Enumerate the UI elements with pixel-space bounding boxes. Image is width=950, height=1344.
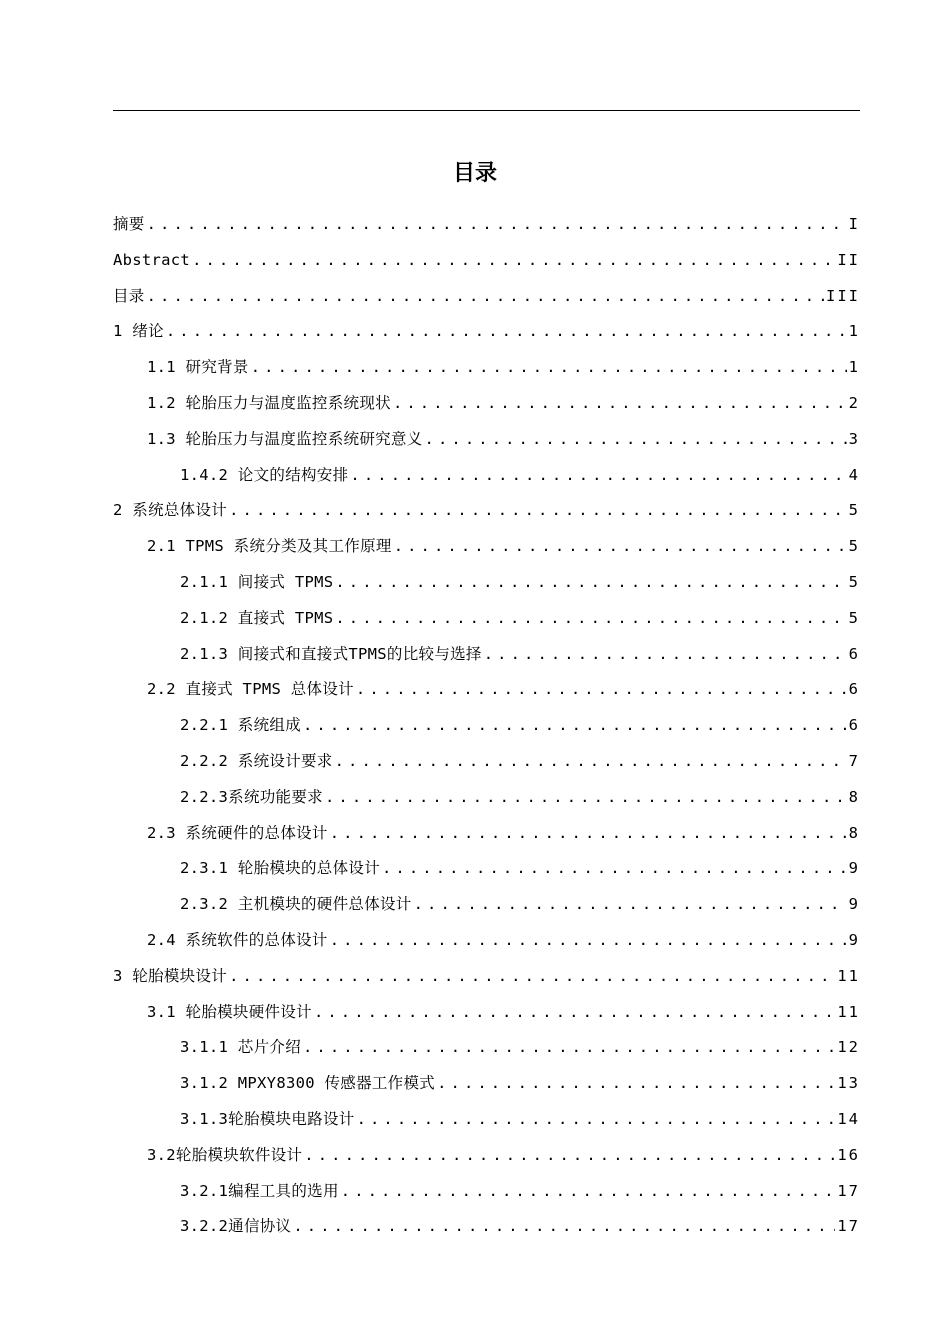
toc-entry-label: 3.2.2通信协议 xyxy=(180,1217,292,1236)
toc-entry-page: 4 xyxy=(848,465,860,484)
toc-entry[interactable] xyxy=(113,851,860,887)
toc-dot-leader xyxy=(350,458,846,494)
toc-entry-label: 1.4.2 论文的结构安排 xyxy=(180,465,349,484)
toc-entry-label: 2.3.2 主机模块的硬件总体设计 xyxy=(180,895,412,914)
toc-dot-leader xyxy=(293,1209,835,1245)
toc-entry-page: 12 xyxy=(837,1038,860,1057)
toc-dot-leader xyxy=(251,350,847,386)
toc-entry-label: 2.1 TPMS 系统分类及其工作原理 xyxy=(147,537,392,556)
toc-dot-leader xyxy=(330,816,847,852)
toc-entry-page: 1 xyxy=(848,322,860,341)
toc-entry-page: 8 xyxy=(848,823,860,842)
toc-dot-leader xyxy=(304,1138,835,1174)
toc-entry-page: 6 xyxy=(848,644,860,663)
toc-entry-page: 14 xyxy=(837,1109,860,1128)
toc-entry-label: 1.1 研究背景 xyxy=(147,358,249,377)
toc-entry-page: 17 xyxy=(837,1217,860,1236)
toc-entry-page: 7 xyxy=(848,751,860,770)
toc-dot-leader xyxy=(192,243,835,279)
toc-entry-label: Abstract xyxy=(113,250,191,269)
toc-entry-page: 13 xyxy=(837,1074,860,1093)
toc-entry[interactable] xyxy=(113,1030,860,1066)
toc-entry-label: 2.2 直接式 TPMS 总体设计 xyxy=(147,680,354,699)
toc-entry-label: 2.2.3系统功能要求 xyxy=(180,787,323,806)
toc-entry-page: III xyxy=(826,286,860,305)
toc-dot-leader xyxy=(303,1030,835,1066)
toc-entry[interactable] xyxy=(113,637,860,673)
toc-entry[interactable] xyxy=(113,923,860,959)
toc-dot-leader xyxy=(357,1102,836,1138)
toc-entry[interactable] xyxy=(113,493,860,529)
toc-entry[interactable] xyxy=(113,601,860,637)
toc-list xyxy=(113,207,860,1245)
toc-entry-label: 摘要 xyxy=(113,215,145,233)
toc-entry-label: 1.3 轮胎压力与温度监控系统研究意义 xyxy=(147,429,423,448)
toc-entry-label: 2.2.1 系统组成 xyxy=(180,716,301,735)
toc-entry-page: I xyxy=(848,215,860,233)
toc-entry-label: 2.1.2 直接式 TPMS xyxy=(180,608,334,627)
toc-dot-leader xyxy=(414,887,847,923)
toc-dot-leader xyxy=(147,207,847,243)
toc-entry[interactable] xyxy=(113,422,860,458)
toc-dot-leader xyxy=(425,422,847,458)
toc-dot-leader xyxy=(325,780,847,816)
toc-dot-leader xyxy=(437,1066,835,1102)
toc-entry-page: 6 xyxy=(848,680,860,699)
toc-entry-page: 5 xyxy=(848,572,860,591)
toc-entry-label: 2.1.3 间接式和直接式TPMS的比较与选择 xyxy=(180,644,482,663)
toc-entry-label: 2.2.2 系统设计要求 xyxy=(180,751,333,770)
toc-entry[interactable] xyxy=(113,243,860,279)
toc-dot-leader xyxy=(393,386,847,422)
toc-dot-leader xyxy=(394,529,847,565)
page-title: 目录 xyxy=(452,161,497,186)
toc-dot-leader xyxy=(229,493,847,529)
toc-entry-page: 5 xyxy=(848,537,860,556)
toc-entry-label: 2.3 系统硬件的总体设计 xyxy=(147,823,328,842)
toc-entry[interactable] xyxy=(113,672,860,708)
toc-entry[interactable] xyxy=(113,350,860,386)
toc-dot-leader xyxy=(147,279,824,315)
toc-entry-page: 5 xyxy=(848,501,860,520)
toc-entry[interactable] xyxy=(113,816,860,852)
toc-entry-page: II xyxy=(837,250,860,269)
toc-entry[interactable] xyxy=(113,887,860,923)
toc-entry[interactable] xyxy=(113,1066,860,1102)
toc-dot-leader xyxy=(382,851,847,887)
toc-entry-label: 1 绪论 xyxy=(113,322,164,341)
toc-entry[interactable] xyxy=(113,708,860,744)
toc-entry[interactable] xyxy=(113,529,860,565)
toc-entry-label: 3.1 轮胎模块硬件设计 xyxy=(147,1002,312,1021)
toc-dot-leader xyxy=(229,959,835,995)
toc-entry[interactable] xyxy=(113,995,860,1031)
toc-entry[interactable] xyxy=(113,1209,860,1245)
toc-entry-page: 8 xyxy=(848,787,860,806)
toc-entry[interactable] xyxy=(113,744,860,780)
toc-dot-leader xyxy=(166,314,847,350)
toc-entry[interactable] xyxy=(113,386,860,422)
toc-dot-leader xyxy=(356,672,847,708)
toc-entry-label: 3.2轮胎模块软件设计 xyxy=(147,1145,303,1164)
toc-entry-page: 11 xyxy=(837,1002,860,1021)
toc-dot-leader xyxy=(303,708,847,744)
toc-entry-label: 2.3.1 轮胎模块的总体设计 xyxy=(180,859,380,878)
toc-entry-page: 5 xyxy=(848,608,860,627)
toc-entry-page: 9 xyxy=(848,930,860,949)
toc-entry-page: 17 xyxy=(837,1181,860,1200)
toc-entry-page: 3 xyxy=(848,429,860,448)
toc-dot-leader xyxy=(484,637,847,673)
toc-dot-leader xyxy=(335,565,846,601)
toc-entry[interactable] xyxy=(113,279,860,315)
toc-entry-label: 2 系统总体设计 xyxy=(113,501,228,520)
toc-entry-page: 16 xyxy=(837,1145,860,1164)
toc-entry-label: 3.1.3轮胎模块电路设计 xyxy=(180,1109,355,1128)
toc-dot-leader xyxy=(335,744,847,780)
toc-dot-leader xyxy=(314,995,835,1031)
toc-entry-label: 3 轮胎模块设计 xyxy=(113,966,228,985)
toc-entry[interactable] xyxy=(113,780,860,816)
toc-dot-leader xyxy=(341,1174,836,1210)
toc-entry[interactable] xyxy=(113,314,860,350)
toc-entry-label: 1.2 轮胎压力与温度监控系统现状 xyxy=(147,393,391,412)
toc-entry[interactable] xyxy=(113,207,860,243)
toc-entry-page: 6 xyxy=(848,716,860,735)
toc-entry[interactable] xyxy=(113,1174,860,1210)
toc-entry-page: 2 xyxy=(848,393,860,412)
toc-entry[interactable] xyxy=(113,1138,860,1174)
toc-entry[interactable] xyxy=(113,959,860,995)
toc-entry[interactable] xyxy=(113,458,860,494)
toc-dot-leader xyxy=(335,601,846,637)
toc-entry-label: 3.1.2 MPXY8300 传感器工作模式 xyxy=(180,1074,436,1093)
toc-entry-page: 11 xyxy=(837,966,860,985)
toc-entry-label: 目录 xyxy=(113,286,145,305)
toc-entry[interactable] xyxy=(113,1102,860,1138)
header-rule xyxy=(113,110,860,111)
toc-entry-page: 1 xyxy=(848,358,860,377)
toc-entry-page: 9 xyxy=(848,859,860,878)
toc-entry-label: 3.2.1编程工具的选用 xyxy=(180,1181,339,1200)
toc-entry-label: 3.1.1 芯片介绍 xyxy=(180,1038,301,1057)
toc-entry-page: 9 xyxy=(848,895,860,914)
toc-entry-label: 2.1.1 间接式 TPMS xyxy=(180,572,334,591)
toc-entry[interactable] xyxy=(113,565,860,601)
toc-entry-label: 2.4 系统软件的总体设计 xyxy=(147,930,328,949)
toc-dot-leader xyxy=(330,923,847,959)
